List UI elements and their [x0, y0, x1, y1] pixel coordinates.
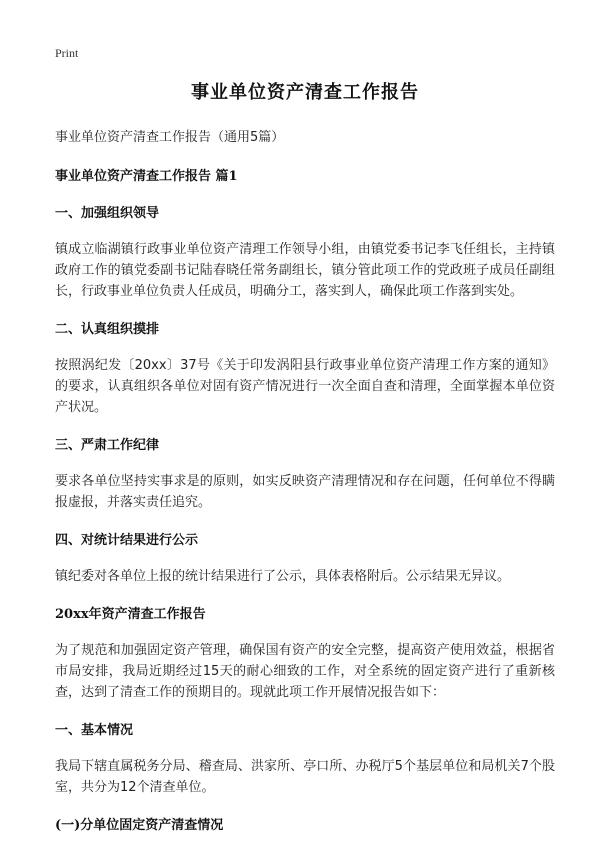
paragraph-basic-info: 我局下辖直属税务分局、稽查局、洪家所、亭口所、办税厅5个基层单位和局机关7个股室，共分为12个清查单位。: [55, 759, 555, 795]
paragraph-investigation: 按照涡纪发〔20xx〕37号《关于印发涡阳县行政事业单位资产清理工作方案的通知》的要求，认真组织各单位对固有资产情况进行一次全面自查和清理，全面掌握本单位资产状况。: [55, 358, 555, 415]
document-body: [55, 78, 555, 851]
paragraph-publicity: 镇纪委对各单位上报的统计结果进行了公示，具体表格附后。公示结果无异议。: [55, 569, 511, 584]
heading-investigation: 二、认真组织摸排: [55, 322, 160, 337]
heading-publicity: 四、对统计结果进行公示: [55, 533, 199, 548]
paragraph-annual-report: 为了规范和加强固定资产管理，确保国有资产的安全完整，提高资产使用效益，根据省市局安排，我局近期经过15天的耐心细致的工作，对全系统的固定资产进行了重新核查，达到了清查工作的预期目的。现就此项工作开展情况报告如下：: [55, 643, 555, 700]
heading-discipline: 三、严肃工作纪律: [55, 438, 160, 453]
heading-basic-info: 一、基本情况: [55, 723, 134, 738]
heading-annual-report: 20xx年资产清查工作报告: [55, 607, 206, 622]
document-subtitle: 事业单位资产清查工作报告（通用5篇）: [55, 130, 285, 145]
page-title: 事业单位资产清查工作报告: [191, 82, 419, 103]
paragraph-discipline: 要求各单位坚持实事求是的原则，如实反映资产清理情况和存在问题，任何单位不得瞒报虚报，并落实责任追究。: [55, 474, 555, 510]
heading-unit-assets: (一)分单位固定资产清查情况: [55, 818, 224, 833]
print-label: Print: [55, 46, 79, 60]
heading-organize-leadership: 一、加强组织领导: [55, 206, 160, 221]
paragraph-leadership: 镇成立临湖镇行政事业单位资产清理工作领导小组，由镇党委书记李飞任组长，主持镇政府工作的镇党委副书记陆春晓任常务副组长，镇分管此项工作的党政班子成员任副组长，行政事业单位负责人任成员，明确分工，落实到人，确保此项工作落到实处。: [55, 242, 555, 299]
section-title: 事业单位资产清查工作报告 篇1: [55, 169, 238, 184]
